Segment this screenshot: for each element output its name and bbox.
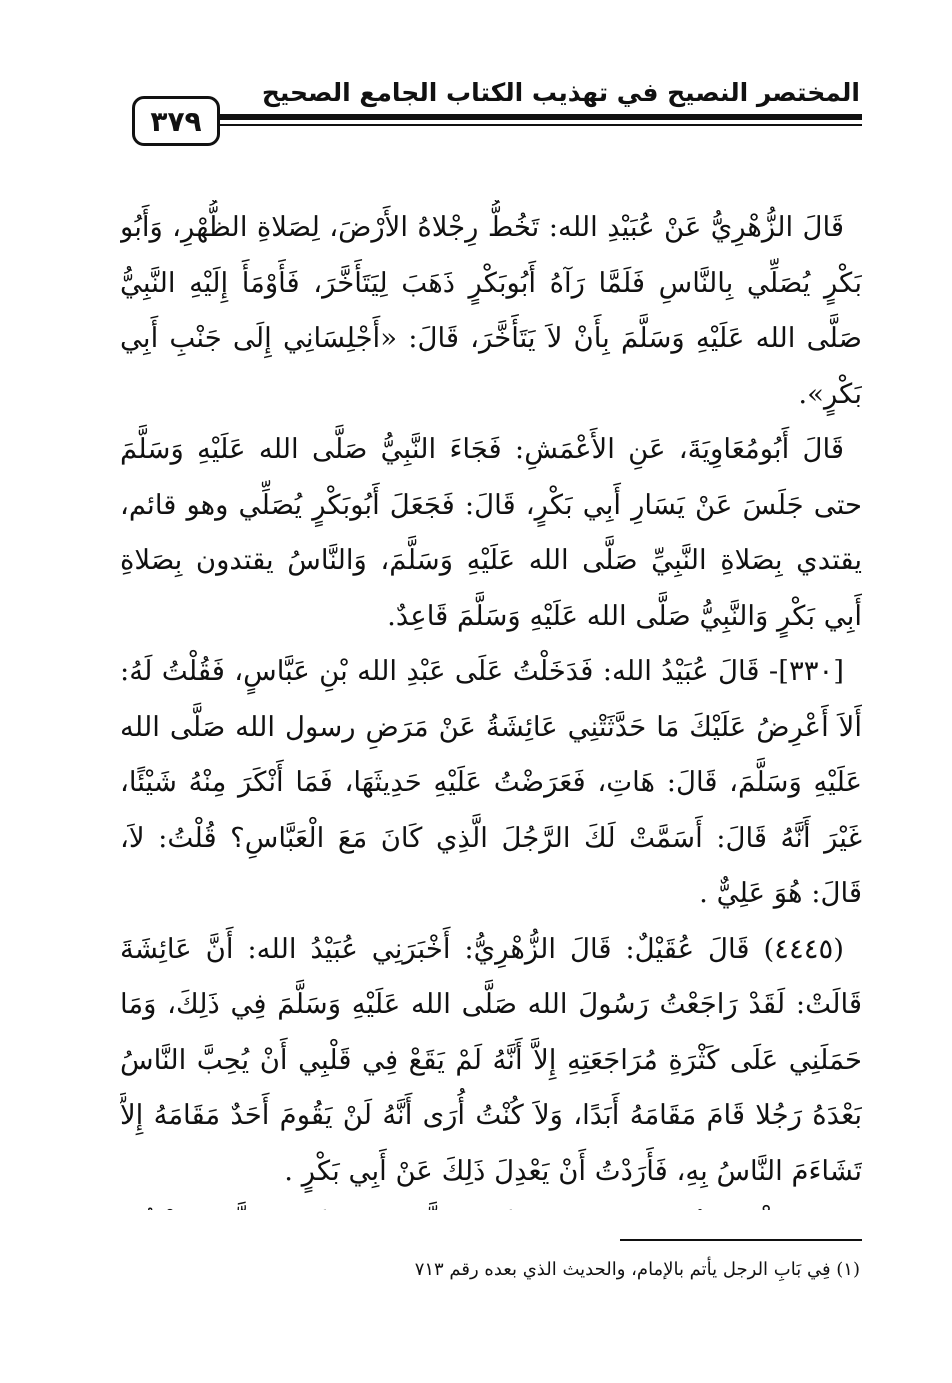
footnote-separator [620, 1239, 862, 1241]
running-head-title: المختصر النصيح في تهذيب الكتاب الجامع الصحيح [261, 78, 860, 107]
paragraph-abu-muawiya: قَالَ أَبُومُعَاوِيَةَ، عَنِ الأَعْمَشِ: فَجَاءَ النَّبِيُّ صَلَّى الله عَلَيْهِ وَسَلَّمَ حتى جَلَسَ عَنْ يَسَارِ أَبِي بَكْرٍ، قَالَ: فَجَعَلَ أَبُوبَكْرٍ يُصَلِّي وهو قائم، يقتدي بِصَلاةِ النَّبِيِّ صَلَّى الله عَلَيْهِ وَسَلَّمَ، وَالنَّاسُ يقتدون بِصَلاةِ أَبِي بَكْرٍ وَالنَّبِيُّ صَلَّى الله عَلَيْهِ وَسَلَّمَ قَاعِدٌ. [120, 433, 862, 632]
page-number-box: ٣٧٩ [132, 96, 220, 146]
paragraph-zuhri: قَالَ الزُّهْرِيُّ عَنْ عُبَيْدِ الله: تَخُطُّ رِجْلاهُ الأَرْضَ، لِصَلاةِ الظُّهْرِ، وَأَبُو بَكْرٍ يُصَلِّي بِالنَّاسِ فَلَمَّا رَآهُ أَبُوبَكْرٍ ذَهَبَ لِيَتَأَخَّرَ، فَأَوْمَأَ إِلَيْهِ النَّبِيُّ صَلَّى الله عَلَيْهِ وَسَلَّمَ بِأَنْ لاَ يَتَأَخَّرَ، قَالَ: «أَجْلِسَانِي إِلَى جَنْبِ أَبِي بَكْرٍ». [120, 211, 862, 410]
paragraph-bukhari-note [120, 1199, 862, 1210]
header-rule-thick [220, 114, 862, 120]
header-rule-thin [220, 124, 862, 126]
footnote-text: (١) فِي بَابِ الرجل يأتم بالإمام، والحديث الذي بعده رقم ٧١٣ [414, 1259, 860, 1280]
main-text [120, 200, 862, 1210]
paragraph-hadith-330: [٣٣٠]- قَالَ عُبَيْدُ الله: فَدَخَلْتُ عَلَى عَبْدِ الله بْنِ عَبَّاسٍ، فَقُلْتُ لَهُ: أَلاَ أَعْرِضُ عَلَيْكَ مَا حَدَّثَتْنِي عَائِشَةُ عَنْ مَرَضِ رسول الله صَلَّى الله عَلَيْهِ وَسَلَّمَ، قَالَ: هَاتِ، فَعَرَضْتُ عَلَيْهِ حَدِيثَهَا، فَمَا أَنْكَرَ مِنْهُ شَيْئًا، غَيْرَ أَنَّهُ قَالَ: أَسَمَّتْ لَكَ الرَّجُلَ الَّذِي كَانَ مَعَ الْعَبَّاسِ؟ قُلْتُ: لاَ، قَالَ: هُوَ عَلِيٌّ . [120, 655, 862, 909]
paragraph-hadith-4445: (٤٤٤٥) قَالَ عُقَيْلٌ: قَالَ الزُّهْرِيُّ: أَخْبَرَنِي عُبَيْدُ الله: أَنَّ عَائِشَةَ قَالَتْ: لَقَدْ رَاجَعْتُ رَسُولَ الله صَلَّى الله عَلَيْهِ وَسَلَّمَ فِي ذَلِكَ، وَمَا حَمَلَنِي عَلَى كَثْرَةِ مُرَاجَعَتِهِ إِلاَّ أَنَّهُ لَمْ يَقَعْ فِي قَلْبِي أَنْ يُحِبَّ النَّاسُ بَعْدَهُ رَجُلا قَامَ مَقَامَهُ أَبَدًا، وَلاَ كُنْتُ أُرَى أَنَّهُ لَنْ يَقُومَ أَحَدٌ مَقَامَهُ إِلاَّ تَشَاءَمَ النَّاسُ بِهِ، فَأَرَدْتُ أَنْ يَعْدِلَ ذَلِكَ عَنْ أَبِي بَكْرٍ . [120, 932, 862, 1187]
